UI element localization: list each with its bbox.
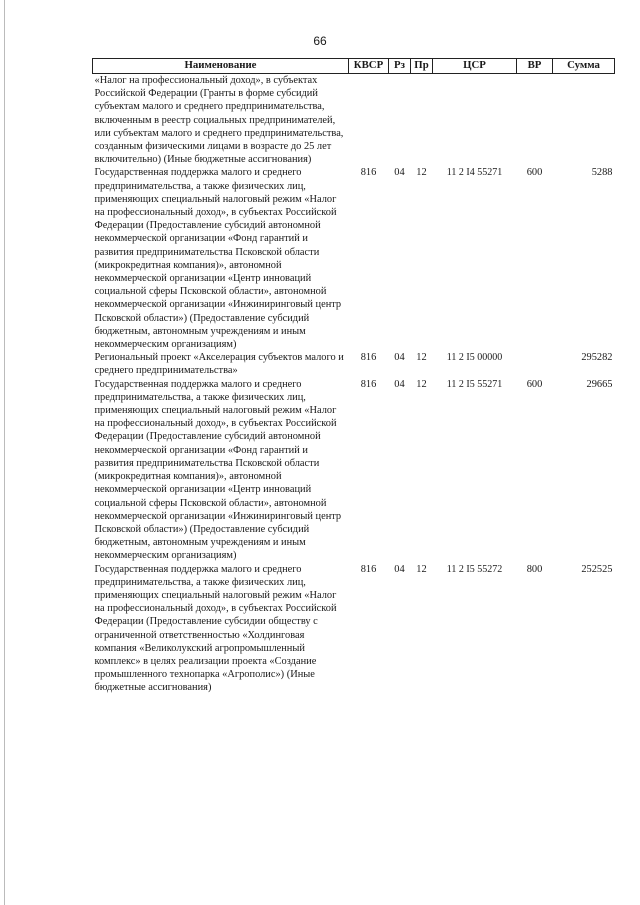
row-name: «Налог на профессиональный доход», в субъектах Российской Федерации (Гранты в форме субсидий субъектам малого и среднего предпринимательства, включенным в реестр социальных предпринимателей, или субъектам малого и среднего предпринимательства, созданным физическими лицами в возрасте до 25 лет включительно) (Иные бюджетные ассигнования) [94, 75, 344, 166]
row-name: Государственная поддержка малого и среднего предпринимательства, а также физических лиц, применяющих специальный налоговый режим «Налог на профессиональный доход», в субъектах Российской Федерации (Предоставление субсидий автономной некоммерческой организации «Фонд гарантий и развития предпринимательства Псковской области (микрокредитная компания)», автономной некоммерческой организации «Центр инноваций социальной сферы Псковской области», автономной некоммерческой организации «Инжиниринговый центр Псковской области») (Предоставление субсидий бюджетным, автономным учреждениям и иным некоммерческим организациям) [94, 167, 342, 351]
row-pr: 12 [416, 352, 427, 364]
row-rz: 04 [394, 352, 405, 364]
row-sum: 252525 [581, 563, 613, 575]
table-row [93, 563, 615, 695]
row-kvsr: 816 [360, 352, 377, 364]
row-sum [553, 74, 615, 167]
row-rz: 04 [394, 167, 405, 179]
table-row [93, 166, 615, 351]
row-sum: 29665 [586, 378, 613, 390]
row-sum: 5288 [591, 167, 613, 179]
page-number: 66 [313, 34, 327, 48]
header-csr: ЦСР [433, 59, 517, 74]
row-name: Государственная поддержка малого и среднего предпринимательства, а также физических лиц, применяющих специальный налоговый режим «Налог на профессиональный доход», в субъектах Российской Федерации (Предоставление субсидии обществу с ограниченной ответственностью «Холдинговая компания «Великолукский агропромышленный комплекс» в целях реализации проекта «Создание промышленного технопарка «Агрополис») (Иные бюджетные ассигнования) [94, 563, 337, 694]
row-kvsr [349, 74, 389, 167]
row-csr: 11 2 I5 00000 [446, 352, 503, 364]
header-kvsr: КВСР [349, 59, 389, 74]
row-pr: 12 [416, 167, 427, 179]
row-csr: 11 2 I5 55272 [446, 563, 503, 575]
row-pr: 12 [416, 378, 427, 390]
table-row [93, 74, 615, 167]
row-vr: 800 [526, 563, 543, 575]
header-vr: ВР [517, 59, 553, 74]
header-name: Наименование [93, 59, 349, 74]
row-csr [433, 74, 517, 167]
row-vr [517, 351, 553, 377]
row-rz: 04 [394, 563, 405, 575]
row-vr [517, 74, 553, 167]
row-vr: 600 [526, 167, 543, 179]
table-row [93, 378, 615, 563]
row-vr: 600 [526, 378, 543, 390]
header-rz: Рз [389, 59, 411, 74]
row-rz: 04 [394, 378, 405, 390]
row-pr: 12 [416, 563, 427, 575]
row-pr [411, 74, 433, 167]
table-header-row [93, 59, 615, 74]
row-kvsr: 816 [360, 563, 377, 575]
row-sum: 295282 [581, 352, 613, 364]
row-name: Региональный проект «Акселерация субъектов малого и среднего предпринимательства» [94, 352, 344, 377]
row-kvsr: 816 [360, 378, 377, 390]
header-sum: Сумма [553, 59, 615, 74]
table-row [93, 351, 615, 377]
row-name: Государственная поддержка малого и среднего предпринимательства, а также физических лиц, применяющих специальный налоговый режим «Налог на профессиональный доход», в субъектах Российской Федерации (Предоставление субсидий автономной некоммерческой организации «Фонд гарантий и развития предпринимательства Псковской области (микрокредитная компания)», автономной некоммерческой организации «Центр инноваций социальной сферы Псковской области», автономной некоммерческой организации «Инжиниринговый центр Псковской области») (Предоставление субсидий бюджетным, автономным учреждениям и иным некоммерческим организациям) [94, 378, 342, 562]
row-rz [389, 74, 411, 167]
row-csr: 11 2 I5 55271 [446, 378, 503, 390]
row-kvsr: 816 [360, 167, 377, 179]
row-csr: 11 2 I4 55271 [446, 167, 503, 179]
page-edge-line [4, 0, 5, 905]
header-pr: Пр [411, 59, 433, 74]
budget-table [92, 58, 615, 695]
